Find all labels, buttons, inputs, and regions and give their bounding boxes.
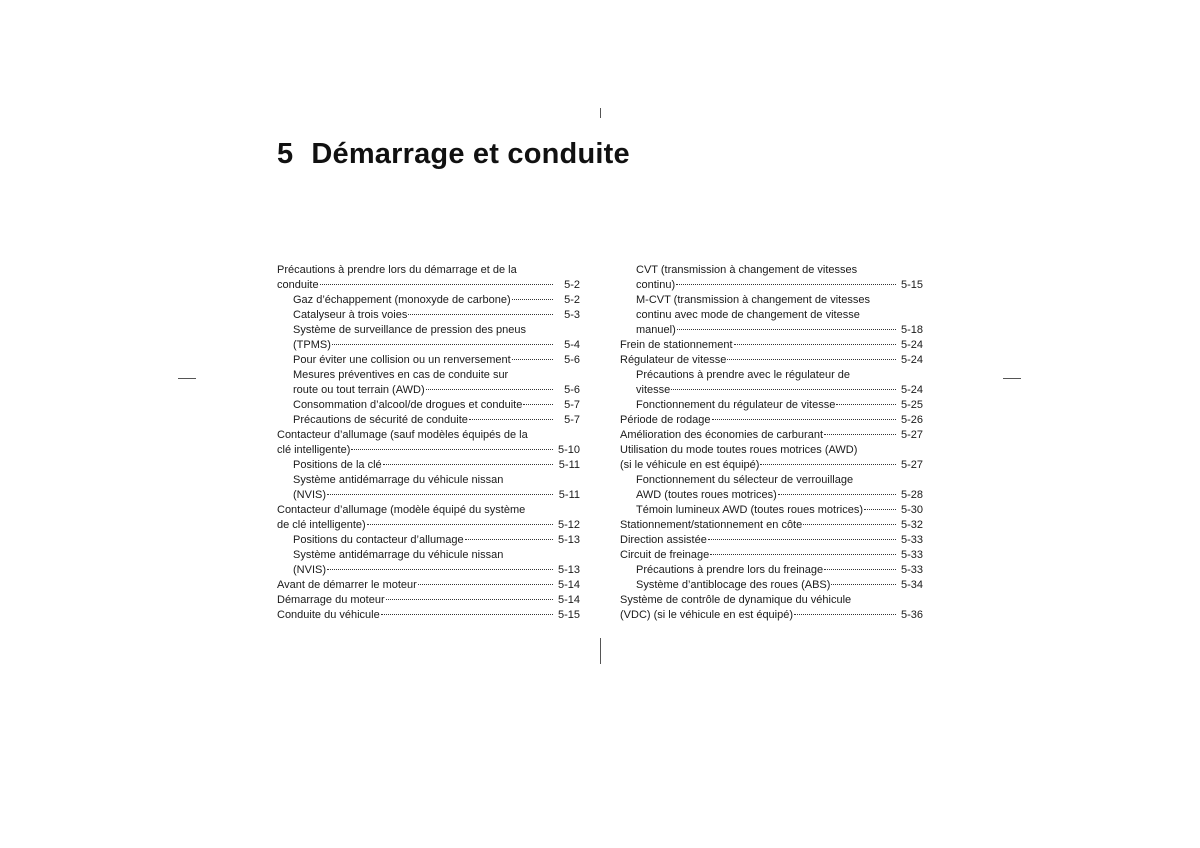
dot-leader [327,569,553,570]
toc-entry[interactable] [620,353,923,368]
toc-entry[interactable] [277,353,580,368]
dot-leader [864,509,896,510]
toc-page-number: 5-33 [900,534,923,546]
dot-leader [408,314,553,315]
dot-leader [677,329,896,330]
toc-entry[interactable] [620,428,923,443]
toc-entry-text: Témoin lumineux AWD (toutes roues motrices) [636,504,863,516]
toc-entry-text: Catalyseur à trois voies [293,309,408,321]
toc-entry[interactable] [277,428,580,458]
toc-entry-text: CVT (transmission à changement de vitesses [636,264,858,276]
toc-entry-text: manuel) [636,324,676,336]
toc-page-number: 5-15 [557,609,580,621]
toc-entry-text: Système antidémarrage du véhicule nissan [293,549,504,561]
toc-page-number: 5-13 [557,564,580,576]
toc-entry[interactable] [620,503,923,518]
toc-entry-text: Système de surveillance de pression des pneus [293,324,526,336]
toc-entry[interactable] [620,548,923,563]
dot-leader [712,419,896,420]
toc-entry-text: Stationnement/stationnement en côte [620,519,803,531]
dot-leader [469,419,553,420]
toc-entry-text: route ou tout terrain (AWD) [293,384,425,396]
toc-entry[interactable] [277,578,580,593]
toc-entry[interactable] [620,413,923,428]
toc-entry-text: (TPMS) [293,339,331,351]
crop-mark-right [1003,378,1021,379]
toc-entry-text: Frein de stationnement [620,339,733,351]
toc-page-number: 5-12 [557,519,580,531]
toc-page-number: 5-27 [900,429,923,441]
toc-entry[interactable] [277,503,580,533]
toc-page-number: 5-3 [564,309,580,321]
toc-page-number: 5-6 [564,354,580,366]
toc-entry-text: Précautions de sécurité de conduite [293,414,468,426]
toc-entry-text: Avant de démarrer le moteur [277,579,417,591]
toc-entry-text: Positions de la clé [293,459,382,471]
dot-leader [418,584,553,585]
toc-page-number: 5-14 [557,594,580,606]
toc-entry-text: clé intelligente) [277,444,351,456]
toc-entry[interactable] [620,578,923,593]
toc-entry[interactable] [620,263,923,293]
dot-leader [836,404,896,405]
toc-entry-text: Système antidémarrage du véhicule nissan [293,474,504,486]
toc-column-right [620,263,923,623]
toc-page-number: 5-24 [900,339,923,351]
toc-entry-text: (NVIS) [293,564,326,576]
toc-entry[interactable] [620,518,923,533]
toc-page-number: 5-18 [900,324,923,336]
dot-leader [512,299,553,300]
toc-entry[interactable] [277,398,580,413]
dot-leader [708,539,896,540]
dot-leader [824,569,896,570]
dot-leader [831,584,896,585]
toc-entry-text: continu) [636,279,676,291]
toc-entry-text: Consommation d’alcool/de drogues et conduite [293,399,523,411]
dot-leader [465,539,553,540]
toc-entry[interactable] [277,593,580,608]
toc-entry[interactable] [620,338,923,353]
dot-leader [327,494,553,495]
toc-entry-text: Direction assistée [620,534,707,546]
toc-entry[interactable] [620,368,923,398]
toc-entry-text: Conduite du véhicule [277,609,380,621]
toc-page-number: 5-30 [900,504,923,516]
page-title [277,138,630,171]
toc-page-number: 5-7 [564,414,580,426]
chapter-title: Démarrage et conduite [311,138,630,170]
toc-entry-text: Pour éviter une collision ou un renversement [293,354,511,366]
toc-page-number: 5-11 [558,489,580,501]
toc-page-number: 5-10 [557,444,580,456]
toc-page-number: 5-14 [557,579,580,591]
toc-page-number: 5-4 [564,339,580,351]
toc-entry-text: Système de contrôle de dynamique du véhicule [620,594,852,606]
toc-entry-text: Période de rodage [620,414,711,426]
toc-entry-text: de clé intelligente) [277,519,366,531]
toc-page-number: 5-2 [564,294,580,306]
toc-entry[interactable] [277,323,580,353]
dot-leader [760,464,896,465]
dot-leader [381,614,553,615]
toc-entry-text: vitesse [636,384,671,396]
toc-entry[interactable] [277,308,580,323]
toc-entry[interactable] [277,533,580,548]
toc-entry-text: Précautions à prendre avec le régulateur de [636,369,851,381]
toc-entry-text: Mesures préventives en cas de conduite sur [293,369,509,381]
toc-page-number: 5-13 [557,534,580,546]
toc-entry-text: continu avec mode de changement de vitesse [636,309,860,321]
dot-leader [367,524,553,525]
toc-entry-text: M-CVT (transmission à changement de vitesses [636,294,870,306]
crop-mark-bottom [600,638,601,664]
dot-leader [332,344,553,345]
toc-page-number: 5-32 [900,519,923,531]
dot-leader [386,599,553,600]
toc-page-number: 5-11 [558,459,580,471]
toc-page-number: 5-6 [564,384,580,396]
toc-page-number: 5-15 [900,279,923,291]
dot-leader [727,359,896,360]
crop-mark-top [600,108,601,118]
dot-leader [734,344,896,345]
toc-entry-text: Précautions à prendre lors du freinage [636,564,824,576]
toc-entry-text: (VDC) (si le véhicule en est équipé) [620,609,794,621]
dot-leader [523,404,553,405]
toc-entry-text: conduite [277,279,319,291]
toc-entry-text: Fonctionnement du régulateur de vitesse [636,399,836,411]
toc-entry[interactable] [620,593,923,623]
toc-entry[interactable] [620,293,923,338]
dot-leader [794,614,896,615]
toc-page-number: 5-24 [900,354,923,366]
toc-entry[interactable] [277,458,580,473]
dot-leader [320,284,553,285]
toc-page-number: 5-28 [900,489,923,501]
toc-page-number: 5-24 [900,384,923,396]
dot-leader [710,554,896,555]
toc-entry[interactable] [277,368,580,398]
toc-entry-text: Précautions à prendre lors du démarrage et de la [277,264,517,276]
toc-page-number: 5-25 [900,399,923,411]
toc-entry[interactable] [620,443,923,473]
toc-entry-text: (si le véhicule en est équipé) [620,459,760,471]
toc-page-number: 5-33 [900,549,923,561]
toc-entry[interactable] [277,608,580,623]
crop-mark-left [178,378,196,379]
dot-leader [671,389,896,390]
dot-leader [426,389,553,390]
toc-entry-text: Système d’antiblocage des roues (ABS) [636,579,831,591]
dot-leader [824,434,896,435]
dot-leader [351,449,553,450]
toc-page-number: 5-7 [564,399,580,411]
toc-entry-text: (NVIS) [293,489,326,501]
toc-entry[interactable] [620,533,923,548]
toc-entry-text: Contacteur d’allumage (sauf modèles équipés de la [277,429,528,441]
toc-entry[interactable] [277,473,580,503]
toc-entry-text: Gaz d’échappement (monoxyde de carbone) [293,294,511,306]
toc-page-number: 5-2 [564,279,580,291]
toc-entry[interactable] [277,293,580,308]
toc-entry[interactable] [277,413,580,428]
toc-entry-text: Positions du contacteur d’allumage [293,534,464,546]
toc-entry-text: Amélioration des économies de carburant [620,429,824,441]
toc-page-number: 5-36 [900,609,923,621]
dot-leader [676,284,896,285]
chapter-number: 5 [277,138,294,170]
toc-page-number: 5-34 [900,579,923,591]
toc-page-number: 5-26 [900,414,923,426]
toc-entry-text: Fonctionnement du sélecteur de verrouillage [636,474,854,486]
toc-column-left [277,263,580,623]
toc-entry-text: Contacteur d’allumage (modèle équipé du système [277,504,526,516]
toc-entry-text: Utilisation du mode toutes roues motrices (AWD) [620,444,858,456]
toc-entry[interactable] [620,563,923,578]
toc-page-number: 5-27 [900,459,923,471]
toc-entry-text: Démarrage du moteur [277,594,385,606]
dot-leader [803,524,896,525]
toc-entry-text: Régulateur de vitesse [620,354,727,366]
dot-leader [778,494,896,495]
toc-entry[interactable] [277,263,580,293]
toc-entry-text: Circuit de freinage [620,549,710,561]
dot-leader [512,359,553,360]
toc-page-number: 5-33 [900,564,923,576]
toc-entry[interactable] [277,548,580,578]
toc-entry[interactable] [620,398,923,413]
toc-entry[interactable] [620,473,923,503]
dot-leader [383,464,553,465]
toc-entry-text: AWD (toutes roues motrices) [636,489,777,501]
